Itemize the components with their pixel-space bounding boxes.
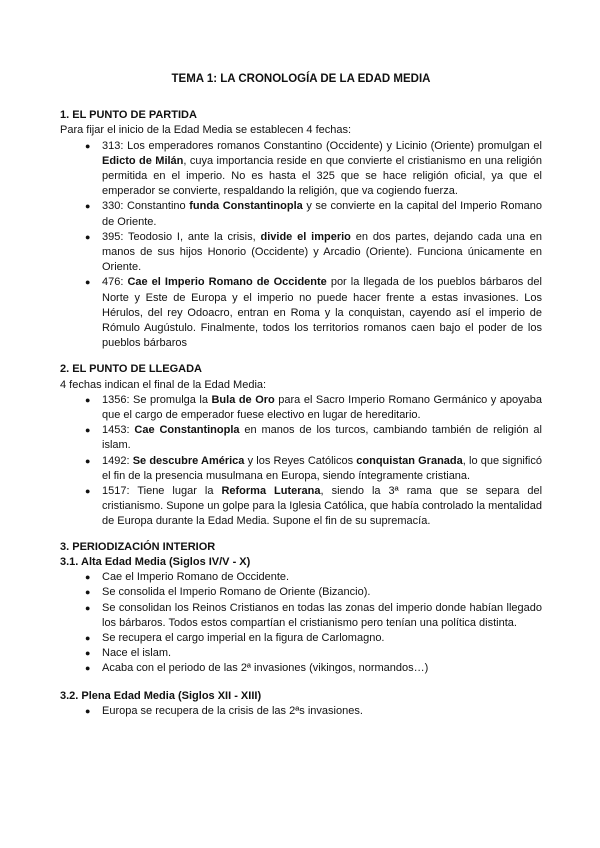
list-item: ● Acaba con el periodo de las 2ª invasiones (vikingos, normandos…) [102,661,542,676]
list-item: ● Se consolida el Imperio Romano de Oriente (Bizancio). [102,585,542,600]
list-item: ● 1356: Se promulga la Bula de Oro para el Sacro Imperio Romano Germánico y apoyaba que el cargo de emperador fuese electivo en lugar de hereditario. [102,393,542,423]
bullet-list [60,570,542,676]
section-heading: 3. PERIODIZACIÓN INTERIOR [60,540,216,553]
list-item: ● 476: Cae el Imperio Romano de Occidente por la llegada de los pueblos bárbaros del Norte y Este de Europa y el imperio no puede hacer frente a estas invasiones. Los Hérulos, del rey Odoacro, entran en Roma y la conquistan, cayendo así el imperio de Rómulo Augústulo. Finalmente, todos los territorios romanos caen bajo el poder de los pueblos bárbaros [102,275,542,351]
subsection-heading: 3.2. Plena Edad Media (Siglos XII - XIII) [60,689,262,702]
subsection-heading: 3.1. Alta Edad Media (Siglos IV/V - X) [60,555,251,568]
bullet-list [60,704,542,719]
section-heading: 1. EL PUNTO DE PARTIDA [60,109,197,122]
bullet-list [60,139,542,352]
list-item: ● 1517: Tiene lugar la Reforma Luterana, siendo la 3ª rama que se separa del cristianismo. Supone un golpe para la Iglesia Católica, que había controlado la mentalidad de Europa durante la Edad Media. Supone el fin de su supremacía. [102,484,542,530]
list-item: ● Se recupera el cargo imperial en la figura de Carlomagno. [102,631,542,646]
section-heading: 2. EL PUNTO DE LLEGADA [60,363,203,376]
list-item: ● 313: Los emperadores romanos Constantino (Occidente) y Licinio (Oriente) promulgan el Edicto de Milán, cuya importancia reside en que convierte el cristianismo en una religión permitida en el imperio. No es hasta el 325 que se hace religión oficial, ya que el emperador se convierte, respaldando la religión, que va cogiendo fuerza. [102,139,542,200]
list-item: ● 395: Teodosio I, ante la crisis, divide el imperio en dos partes, dejando cada una en manos de sus hijos Honorio (Occidente) y Arcadio (Oriente). Funciona únicamente en Oriente. [102,230,542,276]
list-item: ● Europa se recupera de la crisis de las 2ªs invasiones. [102,704,542,719]
section-punto-de-llegada [60,362,542,529]
list-item: ● 1492: Se descubre América y los Reyes Católicos conquistan Granada, lo que significó el fin de la presencia musulmana en Europa, siendo íntegramente cristiana. [102,454,542,484]
section-intro: Para fijar el inicio de la Edad Media se establecen 4 fechas: [60,124,352,137]
bullet-list [60,393,542,530]
document-title: TEMA 1: LA CRONOLOGÍA DE LA EDAD MEDIA [171,73,431,85]
section-intro: 4 fechas indican el final de la Edad Media: [60,378,267,391]
list-item: ● 1453: Cae Constantinopla en manos de los turcos, cambiando también de religión al islam. [102,423,542,453]
list-item: ● 330: Constantino funda Constantinopla y se convierte en la capital del Imperio Romano de Oriente. [102,199,542,229]
section-periodizacion-interior [60,540,542,719]
list-item: ● Cae el Imperio Romano de Occidente. [102,570,542,585]
section-punto-de-partida [60,108,542,351]
list-item: ● Nace el islam. [102,646,542,661]
list-item: ● Se consolidan los Reinos Cristianos en todas las zonas del imperio donde habían llegado los bárbaros. Todos estos compartían el cristianismo pero tenían una política distinta. [102,601,542,631]
